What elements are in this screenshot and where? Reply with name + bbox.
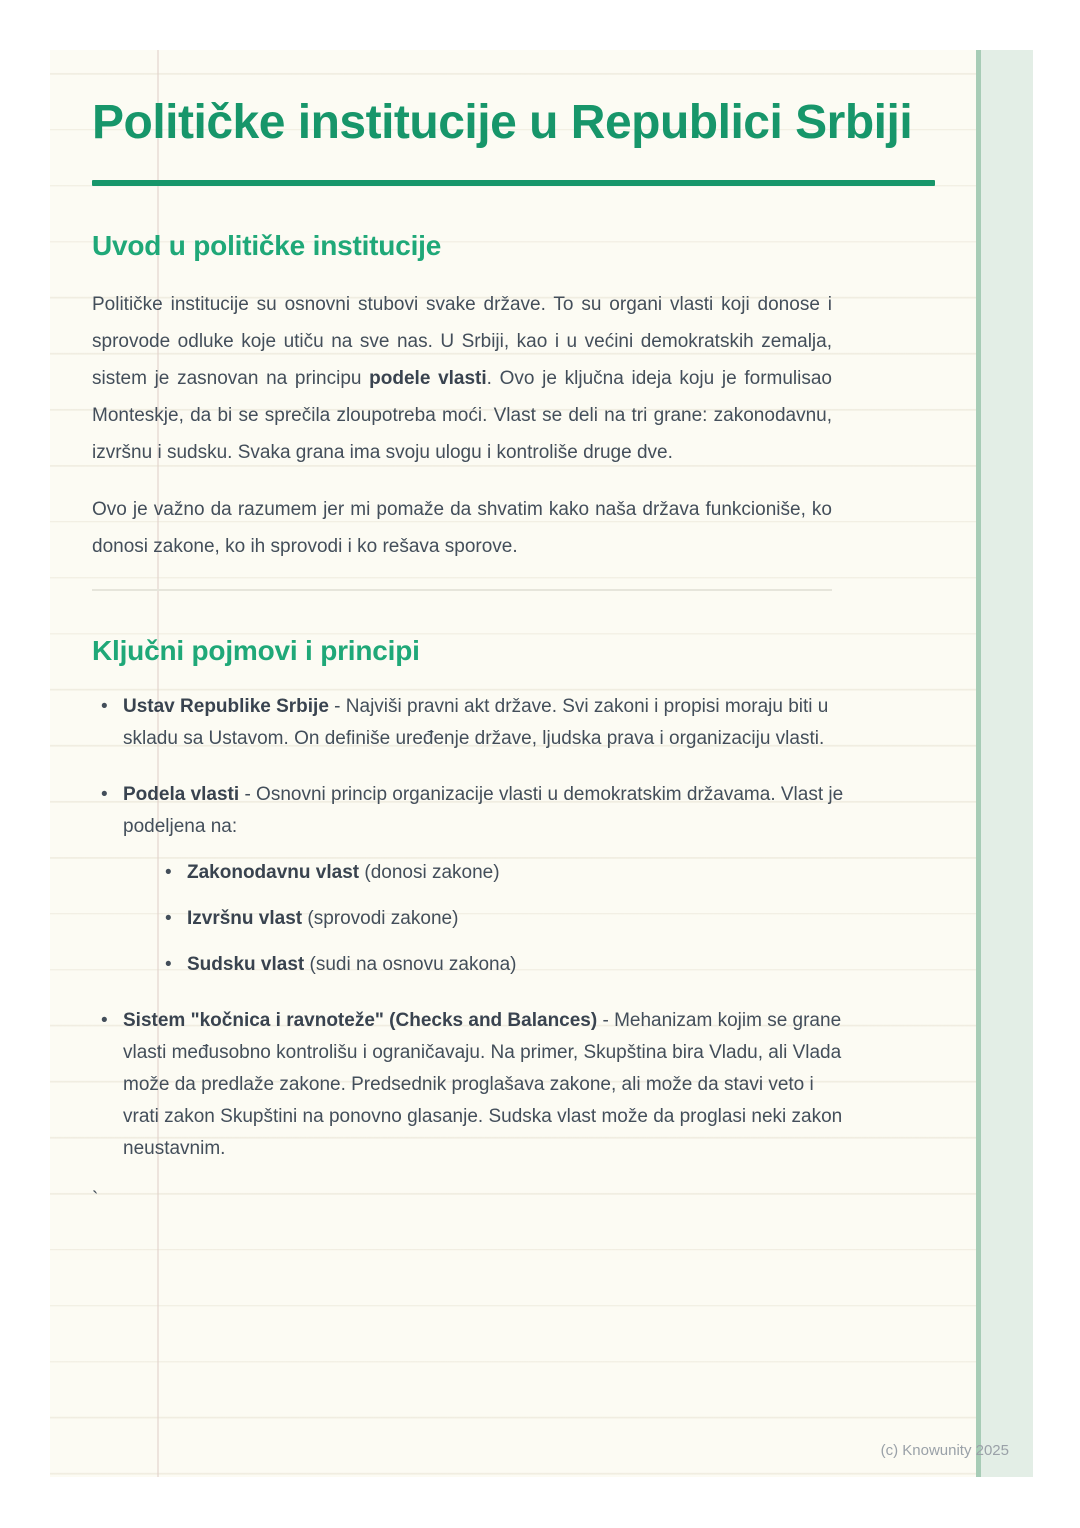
text-run: - Osnovni princip organizacije vlasti u demokratskim državama. Vlast je podeljena na: <box>123 784 844 837</box>
text-run: Ovo je važno da razumem jer mi pomaže da shvatim kako naša država funkcioniše, ko donosi zakone, ko ih sprovodi i ko rešava sporove. <box>92 499 832 557</box>
list-item <box>92 779 844 981</box>
bold-text: Podela vlasti <box>123 784 240 805</box>
text-run: Političke institucije su osnovni stubovi svake države. To su organi vlasti koji donose i sprovode odluke koje utiču na sve nas. U Srbiji, kao i u većini demokratskih zemalja, sistem je zasnovan na principu <box>92 294 832 389</box>
bold-text: Ustav Republike Srbije <box>123 696 329 717</box>
text-run: - Najviši pravni akt države. Svi zakoni i propisi moraju biti u skladu sa Ustavom. On definiše uređenje države, ljudska prava i organizaciju vlasti. <box>123 696 829 749</box>
section-heading-intro: Uvod u političke institucije <box>92 230 442 261</box>
footer-copyright: (c) Knowunity 2025 <box>880 1442 1009 1459</box>
document-content <box>50 50 1033 1211</box>
stray-backtick: ` <box>92 1189 99 1210</box>
text-run: . Ovo je ključna ideja koju je formulisao Monteskje, da bi se sprečila zloupotreba moći. Vlast se deli na tri grane: zakonodavnu, izvršnu i sudsku. Svaka grana ima svoju ulogu i kontroliše druge dve. <box>92 368 832 463</box>
list-item <box>92 1005 844 1165</box>
bold-text: Izvršnu vlast <box>187 908 303 929</box>
list-item-text <box>123 696 828 749</box>
nested-list <box>159 857 844 981</box>
section-heading-key-concepts: Ključni pojmovi i principi <box>92 635 420 666</box>
bold-text: Zakonodavnu vlast <box>187 862 360 883</box>
nested-list-item <box>159 949 844 981</box>
bold-text: Sistem "kočnica i ravnoteže" (Checks and Balances) <box>123 1010 598 1031</box>
page-title: Političke institucije u Republici Srbiji <box>92 96 913 149</box>
list-item <box>92 691 844 755</box>
section-intro <box>92 230 1033 565</box>
text-run: (sudi na osnovu zakona) <box>304 954 517 975</box>
document-page <box>50 50 1033 1477</box>
bold-text: Sudsku vlast <box>187 954 305 975</box>
bold-text: podele vlasti <box>369 368 487 389</box>
list-item-text <box>123 1010 842 1159</box>
section-divider <box>92 589 832 591</box>
text-run: - Mehanizam kojim se grane vlasti međusobno kontrolišu i ograničavaju. Na primer, Skupština bira Vladu, ali Vlada može da predlaže zakone. Predsednik proglašava zakone, ali može da stavi veto i vrati zakon Skupštini na ponovno glasanje. Sudska vlast može da proglasi neki zakon neustavnim. <box>123 1010 843 1159</box>
intro-paragraphs <box>92 286 832 565</box>
section-key-concepts <box>92 635 1033 1165</box>
text-run: (sprovodi zakone) <box>302 908 459 929</box>
paragraph <box>92 286 832 471</box>
list-item-text <box>123 784 843 837</box>
key-concepts-list <box>92 691 844 1165</box>
title-underline-rule <box>92 180 935 186</box>
nested-list-item <box>159 857 844 889</box>
text-run: (donosi zakone) <box>359 862 500 883</box>
nested-list-item <box>159 903 844 935</box>
paragraph <box>92 491 832 565</box>
